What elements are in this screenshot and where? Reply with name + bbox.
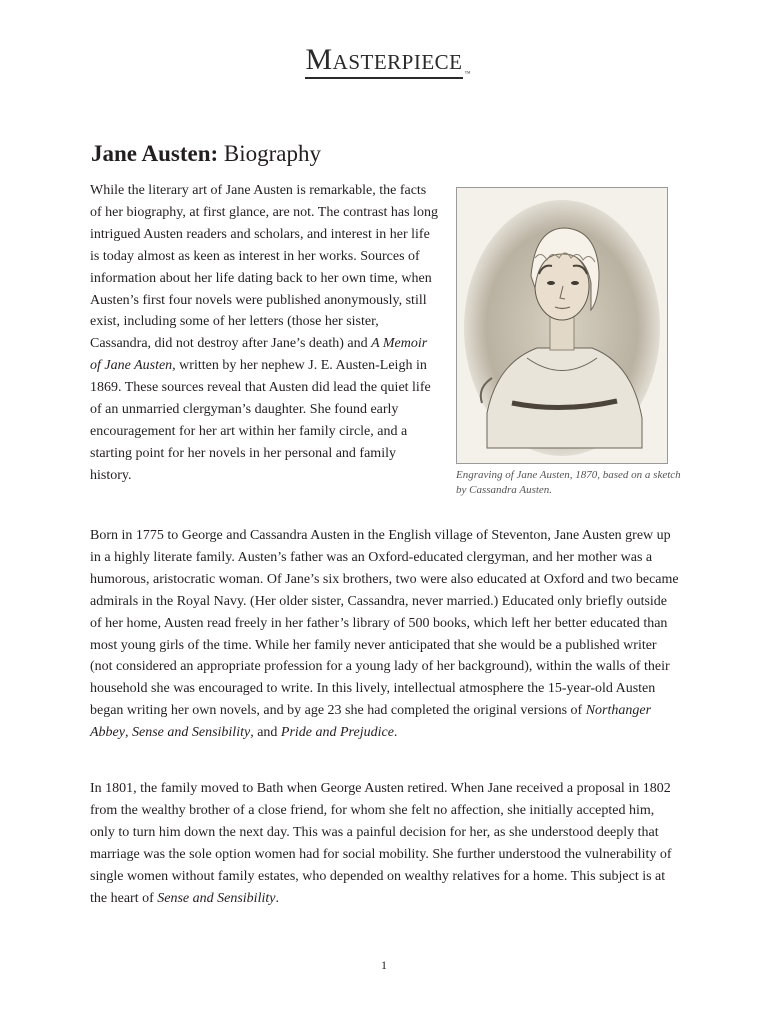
sense-sensibility-title-2: Sense and Sensibility bbox=[157, 890, 276, 906]
logo-underline bbox=[305, 77, 462, 79]
memoir-title: A Memoir of Jane Austen bbox=[90, 336, 428, 374]
paragraph-end-2: . bbox=[275, 890, 279, 906]
sense-sensibility-title: Sense and Sensibility bbox=[131, 725, 251, 741]
separator-1: , bbox=[124, 725, 132, 741]
portrait-engraving bbox=[457, 188, 667, 463]
pride-prejudice-title: Pride and Prejudice bbox=[280, 725, 394, 741]
early-life-paragraph bbox=[90, 525, 682, 744]
intro-text-1: While the literary art of Jane Austen is remarkable, the facts of her biography, at first glance, are not. The contrast has long intrigued Austen readers and scholars, and interest in her life is today almost as keen as interest in her works. Sources of information about her life dating back to her own time, when Austen’s first four novels were published anonymously, still exist, including some of her letters (those her sister, Cassandra, did not destroy after Jane’s death) and bbox=[90, 183, 438, 352]
bath-text: In 1801, the family moved to Bath when George Austen retired. When Jane received a proposal in 1802 from the wealthy brother of a close friend, for whom she felt no affection, she initially accepted him, only to turn him down the next day. This was a painful decision for her, as she understood deeply that marriage was the sole option women had for social mobility. She further understood the vulnerability of single women without family estates, who depended on wealthy relatives for a home. This subject is at the heart of bbox=[90, 781, 672, 906]
title-subtitle: Biography bbox=[218, 141, 322, 166]
page-number: 1 bbox=[381, 958, 387, 972]
early-life-text: Born in 1775 to George and Cassandra Austen in the English village of Steventon, Jane Austen grew up in a highly literate family. Austen’s father was an Oxford-educated clergyman, and her mother was a humorous, aristocratic woman. Of Jane’s six brothers, two were also educated at Oxford and two became admirals in the Royal Navy. (Her older sister, Cassandra, never married.) Educated only briefly outside of her home, Austen read freely in her father’s library of 500 books, which left her better educated than most young girls of the time. While her family never anticipated that she would be a published writer (not considered an appropriate profession for a young lady of her background), within the walls of their household she was encouraged to write. In this lively, intellectual atmosphere the 15-year-old Austen began writing her own novels, and by age 23 she had completed the original versions of bbox=[90, 528, 679, 719]
logo-text: Masterpiece bbox=[305, 43, 463, 76]
title-name: Jane Austen: bbox=[91, 141, 219, 166]
portrait-caption: Engraving of Jane Austen, 1870, based on a sketch by Cassandra Austen. bbox=[456, 469, 681, 496]
northanger-abbey-title: Northanger Abbey bbox=[90, 703, 652, 741]
trademark-mark: ™ bbox=[464, 71, 471, 77]
bath-paragraph bbox=[90, 778, 682, 909]
intro-text-2: , written by her nephew J. E. Austen-Leigh in 1869. These sources reveal that Austen did lead the quiet life of an unmarried clergyman’s daughter. She found early encouragement for her art within her family circle, and a starting point for her novels in her personal and family history. bbox=[90, 358, 431, 483]
masterpiece-logo bbox=[0, 44, 768, 83]
intro-paragraph bbox=[90, 180, 440, 487]
jane-austen-portrait bbox=[456, 187, 668, 464]
paragraph-end: . bbox=[393, 725, 398, 741]
page-title bbox=[91, 140, 321, 168]
separator-2: , and bbox=[250, 725, 281, 741]
